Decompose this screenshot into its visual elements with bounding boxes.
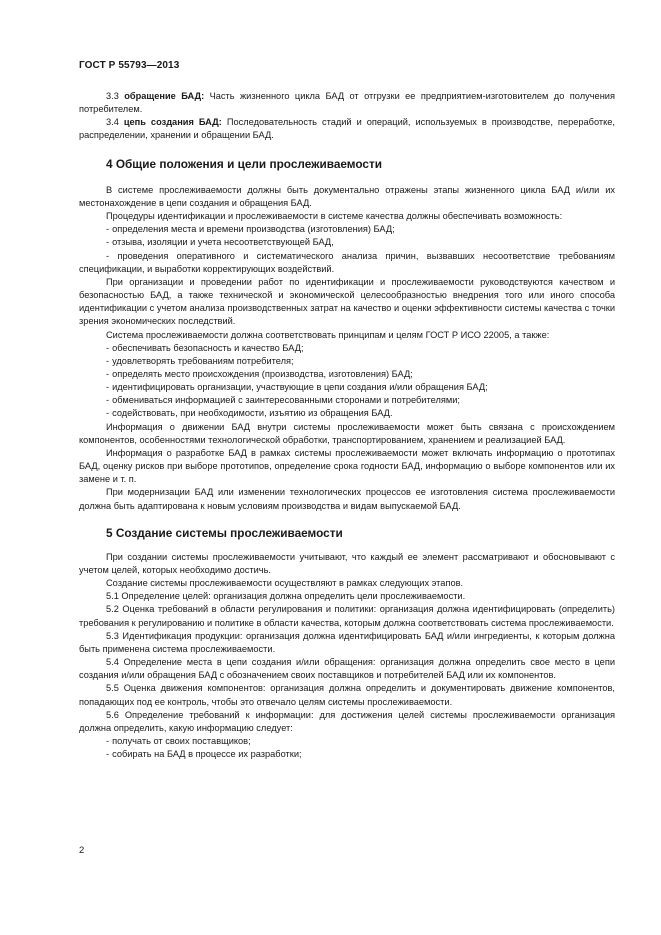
paragraph: Система прослеживаемости должна соответствовать принципам и целям ГОСТ Р ИСО 22005, а также:: [106, 329, 550, 340]
term-number: 3.3: [106, 91, 119, 101]
paragraph: Процедуры идентификации и прослеживаемости в системе качества должны обеспечивать возможность:: [106, 211, 563, 222]
paragraph: В системе прослеживаемости должны быть документально отражены этапы жизненного цикла БАД и/или их местонахождение в цепи создания и обращения БАД.: [79, 184, 615, 208]
term-3-3: [79, 90, 615, 116]
list-item: - обмениваться информацией с заинтересованными сторонами и потребителями;: [106, 395, 460, 406]
paragraph: При организации и проведении работ по идентификации и прослеживаемости руководствуются качеством и безопасностью БАД, а также технической и экономической целесообразностью внедрения того или иного способа идентификации с учетом анализа производственных затрат на качество и оценки эффективности системы качества с точки зрения экономических последствий.: [79, 276, 615, 327]
paragraph: При создании системы прослеживаемости учитывают, что каждый ее элемент рассматривают и обосновывают с учетом целей, которых необходимо достичь.: [79, 551, 615, 575]
paragraph: Информация о разработке БАД в рамках системы прослеживаемости может включать информацию о прототипах БАД, оценку рисков при выборе прототипов, определение срока годности БАД, информацию о выборе компонентов или их замене и т. п.: [79, 447, 615, 485]
subsection-5-4: 5.4 Определение места в цепи создания и/или обращения: организация должна определить свое место в цепи создания и/или обращения БАД с обозначением своих поставщиков и потребителей БАД или их компонентов.: [79, 657, 615, 681]
page-number: 2: [79, 845, 85, 856]
list-item: - обеспечивать безопасность и качество БАД;: [106, 342, 304, 353]
paragraph: При модернизации БАД или изменении технологических процессов ее изготовления система прослеживаемости должна быть адаптирована к новым условиям производства и видам выпускаемой БАД.: [79, 487, 615, 511]
list-item: - отзыва, изоляции и учета несоответствующей БАД,: [106, 237, 334, 248]
list-item: - определять место происхождения (производства, изготовления) БАД;: [106, 368, 413, 379]
subsection-5-5: 5.5 Оценка движения компонентов: организация должна определить и документировать движение компонентов, попадающих под ее контроль, чтобы это отвечало целям системы прослеживаемости.: [79, 683, 615, 707]
list-item: - идентифицировать организации, участвующие в цепи создания и/или обращения БАД;: [106, 382, 488, 393]
page-body: [79, 90, 615, 761]
list-item: - собирать на БАД в процессе их разработки;: [106, 749, 302, 760]
subsection-5-1: 5.1 Определение целей: организация должна определить цели прослеживаемости.: [106, 591, 466, 602]
section-5-title: 5 Создание системы прослеживаемости: [106, 525, 343, 540]
section-4-title: 4 Общие положения и цели прослеживаемости: [106, 156, 383, 171]
term-3-4: [79, 116, 615, 142]
list-item: - определения места и времени производства (изготовления) БАД;: [106, 224, 395, 235]
list-item: - удовлетворять требованиям потребителя;: [106, 355, 294, 366]
document-header: ГОСТ Р 55793—2013: [79, 60, 180, 71]
list-item: - содействовать, при необходимости, изъятию из обращения БАД.: [106, 408, 393, 419]
subsection-5-2: 5.2 Оценка требований в области регулирования и политики: организация должна идентифицировать (определить) требования к регулированию и политике в области качества, которым должна соответствовать система прослеживаемости.: [79, 604, 615, 628]
paragraph: Информация о движении БАД внутри системы прослеживаемости может быть связана с происхождением компонентов, особенностями технологической обработки, транспортированием, хранением и реализацией БАД.: [79, 421, 615, 445]
list-item: - получать от своих поставщиков;: [106, 736, 251, 747]
term-number: 3.4: [106, 117, 119, 128]
list-item: - проведения оперативного и систематического анализа причин, вызвавших несоответствие требованиям спецификации, и выработки корректирующих воздействий.: [79, 250, 615, 274]
term-name: цепь создания БАД:: [123, 117, 222, 128]
subsection-5-6: 5.6 Определение требований к информации: для достижения целей системы прослеживаемости организация должна определить, какую информацию следует:: [79, 709, 615, 733]
term-name: обращение БАД:: [124, 91, 205, 101]
term-definition: Часть жизненного цикла БАД от отгрузки ее предприятием-изготовителем до получения потребителем.: [79, 91, 615, 115]
term-definition: Последовательность стадий и операций, используемых в производстве, переработке, распределении, хранении и обращении БАД.: [79, 117, 616, 141]
subsection-5-3: 5.3 Идентификация продукции: организация должна идентифицировать БАД и/или ингредиенты, к которым должна быть применена система прослеживаемости.: [79, 630, 615, 654]
paragraph: Создание системы прослеживаемости осуществляют в рамках следующих этапов.: [106, 578, 464, 589]
